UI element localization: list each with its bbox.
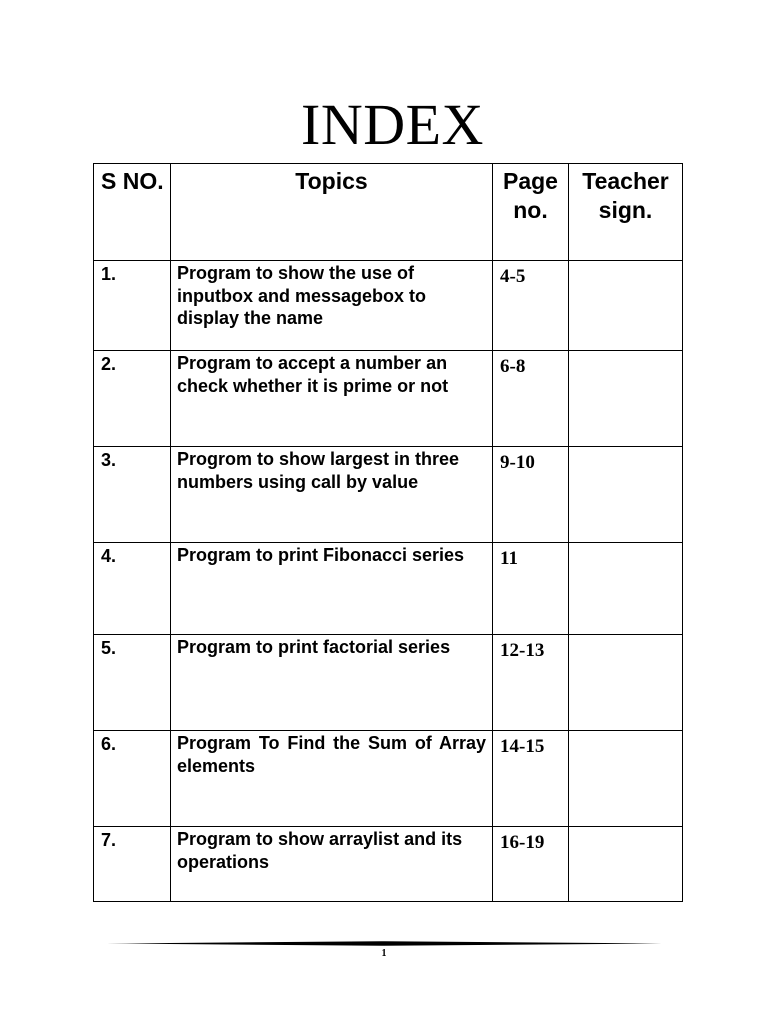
row-topic: Program to accept a number an check whether it is prime or not	[171, 351, 493, 447]
table-row	[94, 543, 683, 635]
row-sign	[569, 261, 683, 351]
row-topic: Program to print Fibonacci series	[171, 543, 493, 635]
footer-divider	[106, 941, 662, 946]
row-sno: 3.	[94, 447, 171, 543]
row-sno: 7.	[94, 827, 171, 902]
row-page: 11	[493, 543, 569, 635]
header-teacher-sign: Teacher sign.	[569, 164, 683, 261]
row-page: 6-8	[493, 351, 569, 447]
table-row	[94, 261, 683, 351]
row-topic: Program to show the use of inputbox and messagebox to display the name	[171, 261, 493, 351]
table-row	[94, 351, 683, 447]
row-topic: Program to print factorial series	[171, 635, 493, 731]
row-page: 14-15	[493, 731, 569, 827]
row-sno: 5.	[94, 635, 171, 731]
row-page: 12-13	[493, 635, 569, 731]
row-sno: 6.	[94, 731, 171, 827]
page-title: INDEX	[301, 92, 484, 157]
table-row	[94, 731, 683, 827]
row-sign	[569, 351, 683, 447]
row-topic: Program to show arraylist and its operations	[171, 827, 493, 902]
header-topics: Topics	[171, 164, 493, 261]
row-sign	[569, 543, 683, 635]
row-topic: Progrom to show largest in three numbers using call by value	[171, 447, 493, 543]
row-sno: 4.	[94, 543, 171, 635]
row-page: 16-19	[493, 827, 569, 902]
table-row	[94, 447, 683, 543]
row-sno: 1.	[94, 261, 171, 351]
row-page: 9-10	[493, 447, 569, 543]
row-sign	[569, 447, 683, 543]
table-row	[94, 635, 683, 731]
table-row	[94, 827, 683, 902]
page-number: 1	[381, 948, 387, 959]
header-page-no: Page no.	[493, 164, 569, 261]
row-sign	[569, 731, 683, 827]
row-sno: 2.	[94, 351, 171, 447]
row-sign	[569, 827, 683, 902]
row-topic: Program To Find the Sum of Array elements	[171, 731, 493, 827]
index-table	[93, 163, 683, 902]
header-sno: S NO.	[94, 164, 171, 261]
header-row	[94, 164, 683, 261]
row-sign	[569, 635, 683, 731]
row-page: 4-5	[493, 261, 569, 351]
